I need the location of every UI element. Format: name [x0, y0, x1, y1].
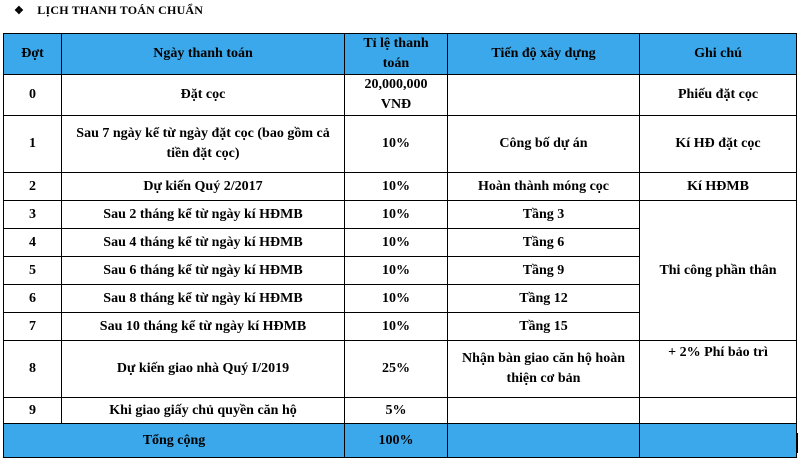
cell-dot: 6	[4, 285, 62, 313]
cell-note-merged: Thi công phần thân	[640, 201, 797, 341]
cell-payment-rate: 10%	[345, 257, 448, 285]
cell-payment-date: Đặt cọc	[62, 75, 345, 116]
cell-dot: 5	[4, 257, 62, 285]
title-text: LỊCH THANH TOÁN CHUẨN	[37, 3, 204, 17]
table-row	[4, 116, 797, 173]
total-progress-empty	[448, 424, 640, 458]
cell-payment-rate: 20,000,000 VNĐ	[345, 75, 448, 116]
cell-payment-rate: 10%	[345, 229, 448, 257]
cell-construction-progress	[448, 75, 640, 116]
cell-dot: 7	[4, 313, 62, 341]
cell-payment-date: Dự kiến giao nhà Quý I/2019	[62, 341, 345, 398]
header-construction-progress: Tiến độ xây dựng	[448, 34, 640, 75]
cell-note: Phiếu đặt cọc	[640, 75, 797, 116]
total-rate: 100%	[345, 424, 448, 458]
cell-dot: 8	[4, 341, 62, 398]
table-row	[4, 201, 797, 229]
cell-construction-progress: Tầng 15	[448, 313, 640, 341]
table-row	[4, 75, 797, 116]
cell-payment-date: Sau 2 tháng kể từ ngày kí HĐMB	[62, 201, 345, 229]
cell-payment-rate: 10%	[345, 116, 448, 173]
cell-dot: 9	[4, 398, 62, 424]
payment-schedule-table	[3, 33, 797, 458]
cell-payment-date: Khi giao giấy chủ quyền căn hộ	[62, 398, 345, 424]
edge-divider	[796, 433, 798, 453]
table-row	[4, 341, 797, 398]
cell-payment-date: Sau 10 tháng kể từ ngày kí HĐMB	[62, 313, 345, 341]
table-row	[4, 398, 797, 424]
total-note-empty	[640, 424, 797, 458]
cell-payment-date: Sau 6 tháng kể từ ngày kí HĐMB	[62, 257, 345, 285]
cell-construction-progress: Tầng 6	[448, 229, 640, 257]
header-payment-date: Ngày thanh toán	[62, 34, 345, 75]
cell-payment-date: Sau 7 ngày kể từ ngày đặt cọc (bao gồm cả tiền đặt cọc)	[62, 116, 345, 173]
cell-dot: 0	[4, 75, 62, 116]
cell-dot: 4	[4, 229, 62, 257]
diamond-bullet-icon: ❖	[14, 5, 25, 17]
cell-note: + 2% Phí bảo trì	[640, 341, 797, 398]
table-header-row	[4, 34, 797, 75]
cell-construction-progress: Tầng 9	[448, 257, 640, 285]
cell-payment-rate: 5%	[345, 398, 448, 424]
cell-construction-progress: Công bố dự án	[448, 116, 640, 173]
cell-construction-progress: Nhận bàn giao căn hộ hoàn thiện cơ bản	[448, 341, 640, 398]
cell-construction-progress: Tầng 3	[448, 201, 640, 229]
cell-payment-date: Dự kiến Quý 2/2017	[62, 173, 345, 201]
cell-payment-rate: 25%	[345, 341, 448, 398]
cell-construction-progress	[448, 398, 640, 424]
header-payment-rate: Tỉ lệ thanh toán	[345, 34, 448, 75]
cell-dot: 2	[4, 173, 62, 201]
total-row	[4, 424, 797, 458]
cell-dot: 1	[4, 116, 62, 173]
cell-note	[640, 398, 797, 424]
cell-payment-rate: 10%	[345, 285, 448, 313]
cell-dot: 3	[4, 201, 62, 229]
cell-construction-progress: Hoàn thành móng cọc	[448, 173, 640, 201]
table-row	[4, 173, 797, 201]
cell-payment-date: Sau 4 tháng kể từ ngày kí HĐMB	[62, 229, 345, 257]
header-note: Ghi chú	[640, 34, 797, 75]
cell-payment-rate: 10%	[345, 313, 448, 341]
cell-note: Kí HĐMB	[640, 173, 797, 201]
header-dot: Đợt	[4, 34, 62, 75]
cell-payment-rate: 10%	[345, 201, 448, 229]
total-label: Tổng cộng	[4, 424, 345, 458]
cell-note: Kí HĐ đặt cọc	[640, 116, 797, 173]
cell-payment-date: Sau 8 tháng kể từ ngày kí HĐMB	[62, 285, 345, 313]
document-title	[14, 3, 203, 18]
cell-construction-progress: Tầng 12	[448, 285, 640, 313]
cell-payment-rate: 10%	[345, 173, 448, 201]
